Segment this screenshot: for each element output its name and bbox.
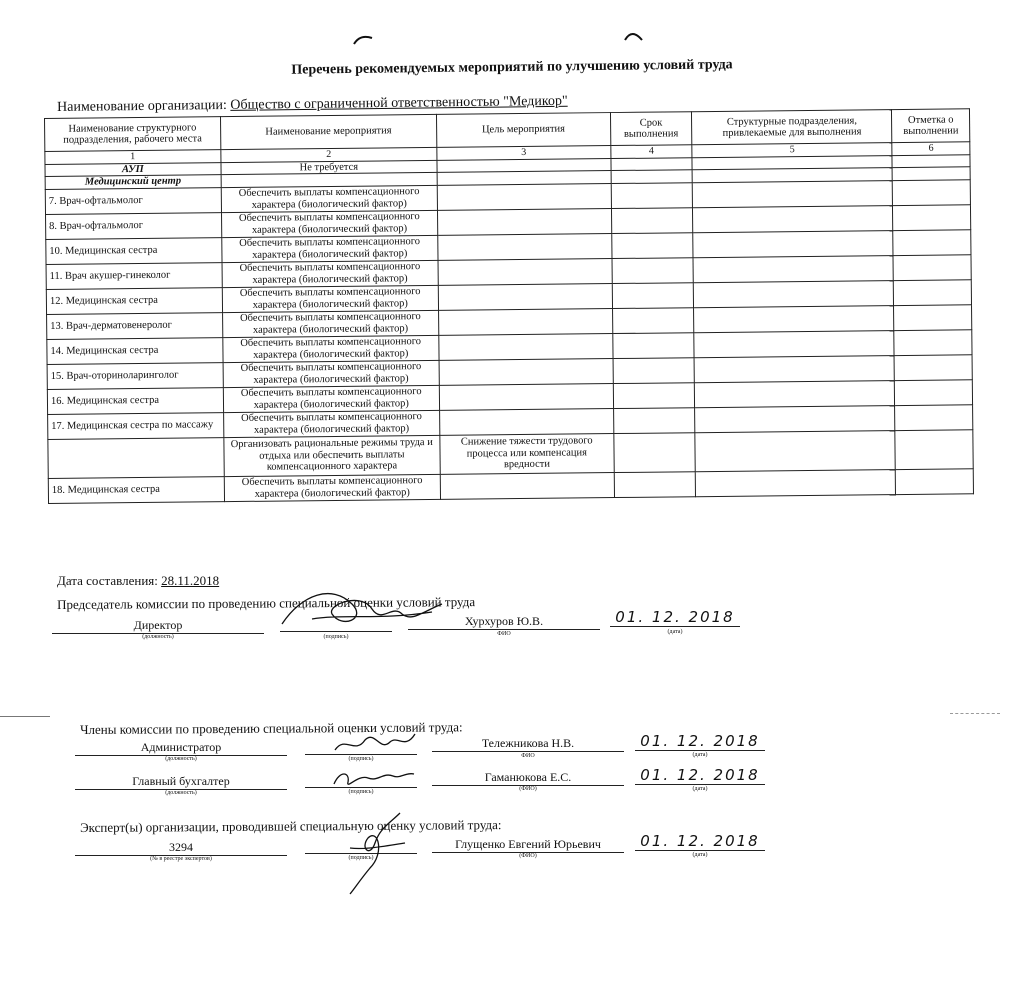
date-caption: (дата) (692, 752, 708, 758)
header-cell: Наименование мероприятия (220, 114, 437, 149)
empty-cell (613, 357, 695, 383)
empty-cell (438, 283, 612, 310)
empty-cell (894, 354, 972, 380)
empty-cell (693, 205, 893, 232)
job-cell: 10. Медицинская сестра (46, 237, 222, 264)
chair-position: Директор (52, 618, 264, 634)
fio-caption: ФИО (521, 753, 535, 759)
chair-signature (272, 584, 452, 636)
measure-cell: Обеспечить выплаты компенсационного характера (биологический фактор) (221, 235, 438, 262)
member-position: Главный бухгалтер (75, 774, 287, 790)
empty-cell (893, 204, 971, 230)
empty-cell (613, 382, 695, 408)
job-cell: 13. Врач-дерматовенеролог (47, 312, 223, 339)
signature-caption: (подпись) (348, 855, 374, 861)
measure-cell: Обеспечить выплаты компенсационного характера (биологический фактор) (223, 385, 440, 412)
separator-left (0, 716, 50, 717)
member-date: 01. 12. 2018 (635, 766, 765, 785)
empty-cell (694, 305, 894, 332)
job-cell: 17. Медицинская сестра по массажу (48, 412, 224, 439)
empty-cell (440, 408, 614, 435)
measure-cell: Обеспечить выплаты компенсационного характера (биологический фактор) (222, 260, 439, 287)
expert-date: 01. 12. 2018 (635, 832, 765, 851)
position-caption: (должность) (142, 634, 174, 640)
separator-right (950, 713, 1000, 714)
members-heading: Члены комиссии по проведению специальной оценки условий труда: (80, 719, 463, 737)
measure-cell: Организовать рациональные режимы труда и отдыха или обеспечить выплаты компенсационного характера (223, 435, 440, 476)
measure-cell: Обеспечить выплаты компенсационного характера (биологический фактор) (221, 210, 438, 237)
empty-cell (438, 208, 612, 235)
measures-table (44, 108, 974, 503)
expert-name: Глущенко Евгений Юрьевич (432, 837, 624, 853)
compiled-date: 28.11.2018 (161, 573, 220, 588)
fio-caption: (ФИО) (519, 853, 537, 859)
column-number: 5 (692, 143, 892, 158)
empty-cell (693, 255, 893, 282)
chair-date: 01. 12. 2018 (610, 608, 740, 627)
corner-mark-right (622, 28, 646, 44)
header-cell: Цель мероприятия (437, 113, 611, 148)
registry-caption: (№ в реестре экспертов) (150, 856, 212, 862)
expert-number: 3294 (75, 840, 287, 856)
measure-cell: Обеспечить выплаты компенсационного характера (биологический фактор) (222, 285, 439, 312)
measure-cell: Обеспечить выплаты компенсационного характера (биологический фактор) (221, 185, 438, 212)
empty-cell (439, 383, 613, 410)
empty-cell (439, 333, 613, 360)
member-signature (330, 730, 420, 760)
empty-cell (439, 308, 613, 335)
empty-cell (612, 307, 694, 333)
job-cell: 16. Медицинская сестра (47, 387, 223, 414)
header-cell: Отметка о выполнении (892, 109, 970, 143)
empty-cell (612, 257, 694, 283)
corner-mark-left (352, 32, 376, 46)
empty-cell (692, 180, 892, 207)
job-cell: 11. Врач акушер-гинеколог (46, 262, 222, 289)
job-cell: 7. Врач-офтальмолог (45, 187, 221, 214)
empty-cell (611, 232, 693, 258)
empty-cell (694, 355, 894, 382)
table-body (45, 179, 973, 439)
empty-cell (893, 179, 971, 205)
compiled-date-row (57, 573, 219, 589)
empty-cell (437, 183, 611, 210)
job-cell: 14. Медицинская сестра (47, 337, 223, 364)
empty-cell (894, 329, 972, 355)
empty-cell (694, 330, 894, 357)
member-name: Тележникова Н.В. (432, 736, 624, 752)
header-cell: Срок выполнения (610, 112, 692, 146)
member-name: Гаманюкова Е.С. (432, 770, 624, 786)
measures-table-wrap (44, 108, 974, 503)
signature-caption: (подпись) (348, 789, 374, 795)
empty-cell (694, 280, 894, 307)
empty-cell (693, 230, 893, 257)
section-label: Медицинский центр (45, 175, 221, 189)
empty-cell (611, 182, 693, 208)
member-position: Администратор (75, 740, 287, 756)
signature-caption: (подпись) (323, 634, 349, 640)
empty-cell (894, 279, 972, 305)
empty-cell (438, 258, 612, 285)
date-caption: (дата) (667, 629, 683, 635)
job-cell: 18. Медицинская сестра (48, 476, 224, 503)
date-caption: (дата) (692, 852, 708, 858)
compiled-label: Дата составления: (57, 573, 158, 588)
empty-cell (613, 407, 695, 433)
goal-cell: Снижение тяжести трудового процесса или компенсация вредности (440, 433, 614, 474)
measure-cell: Обеспечить выплаты компенсационного характера (биологический фактор) (223, 360, 440, 387)
signature-caption: (подпись) (348, 756, 374, 762)
organization-label: Наименование организации: (57, 97, 227, 115)
job-cell: 15. Врач-оториноларинголог (47, 362, 223, 389)
measure-cell: Обеспечить выплаты компенсационного характера (биологический фактор) (223, 410, 440, 437)
organization-name: Общество с ограниченной ответственностью "Медикор" (230, 93, 568, 113)
column-number: 4 (610, 145, 692, 158)
document-title: Перечень рекомендуемых мероприятий по улучшению условий труда (291, 57, 733, 78)
empty-cell (695, 405, 895, 432)
position-caption: (должность) (165, 790, 197, 796)
aup-measure: Не требуется (221, 160, 438, 175)
experts-heading: Эксперт(ы) организации, проводившей специальную оценку условий труда: (80, 817, 502, 835)
empty-cell (893, 229, 971, 255)
chair-heading: Председатель комиссии по проведению специальной оценки условий труда (57, 594, 476, 612)
column-number: 2 (220, 147, 437, 162)
column-number: 3 (437, 146, 611, 160)
job-cell: 8. Врач-офтальмолог (46, 212, 222, 239)
aup-label: АУП (45, 162, 221, 176)
measure-cell: Обеспечить выплаты компенсационного характера (биологический фактор) (224, 474, 441, 501)
date-caption: (дата) (692, 786, 708, 792)
empty-cell (895, 404, 973, 430)
column-number: 6 (892, 142, 970, 155)
header-cell: Наименование структурного подразделения, рабочего места (45, 117, 221, 152)
header-cell: Структурные подразделения, привлекаемые для выполнения (692, 110, 892, 145)
empty-cell (438, 233, 612, 260)
chair-name: Хурхуров Ю.В. (408, 614, 600, 630)
empty-cell (894, 304, 972, 330)
empty-cell (612, 282, 694, 308)
empty-cell (893, 254, 971, 280)
empty-cell (439, 358, 613, 385)
empty-cell (695, 380, 895, 407)
fio-caption: ФИО (497, 631, 511, 637)
expert-signature (330, 808, 420, 898)
member-signature (328, 764, 418, 792)
empty-cell (612, 332, 694, 358)
measure-cell: Обеспечить выплаты компенсационного характера (биологический фактор) (222, 335, 439, 362)
job-cell: 12. Медицинская сестра (46, 287, 222, 314)
member-date: 01. 12. 2018 (635, 732, 765, 751)
empty-cell (611, 207, 693, 233)
column-number: 1 (45, 150, 221, 164)
measure-cell: Обеспечить выплаты компенсационного характера (биологический фактор) (222, 310, 439, 337)
fio-caption: (ФИО) (519, 786, 537, 792)
empty-cell (895, 379, 973, 405)
position-caption: (должность) (165, 756, 197, 762)
